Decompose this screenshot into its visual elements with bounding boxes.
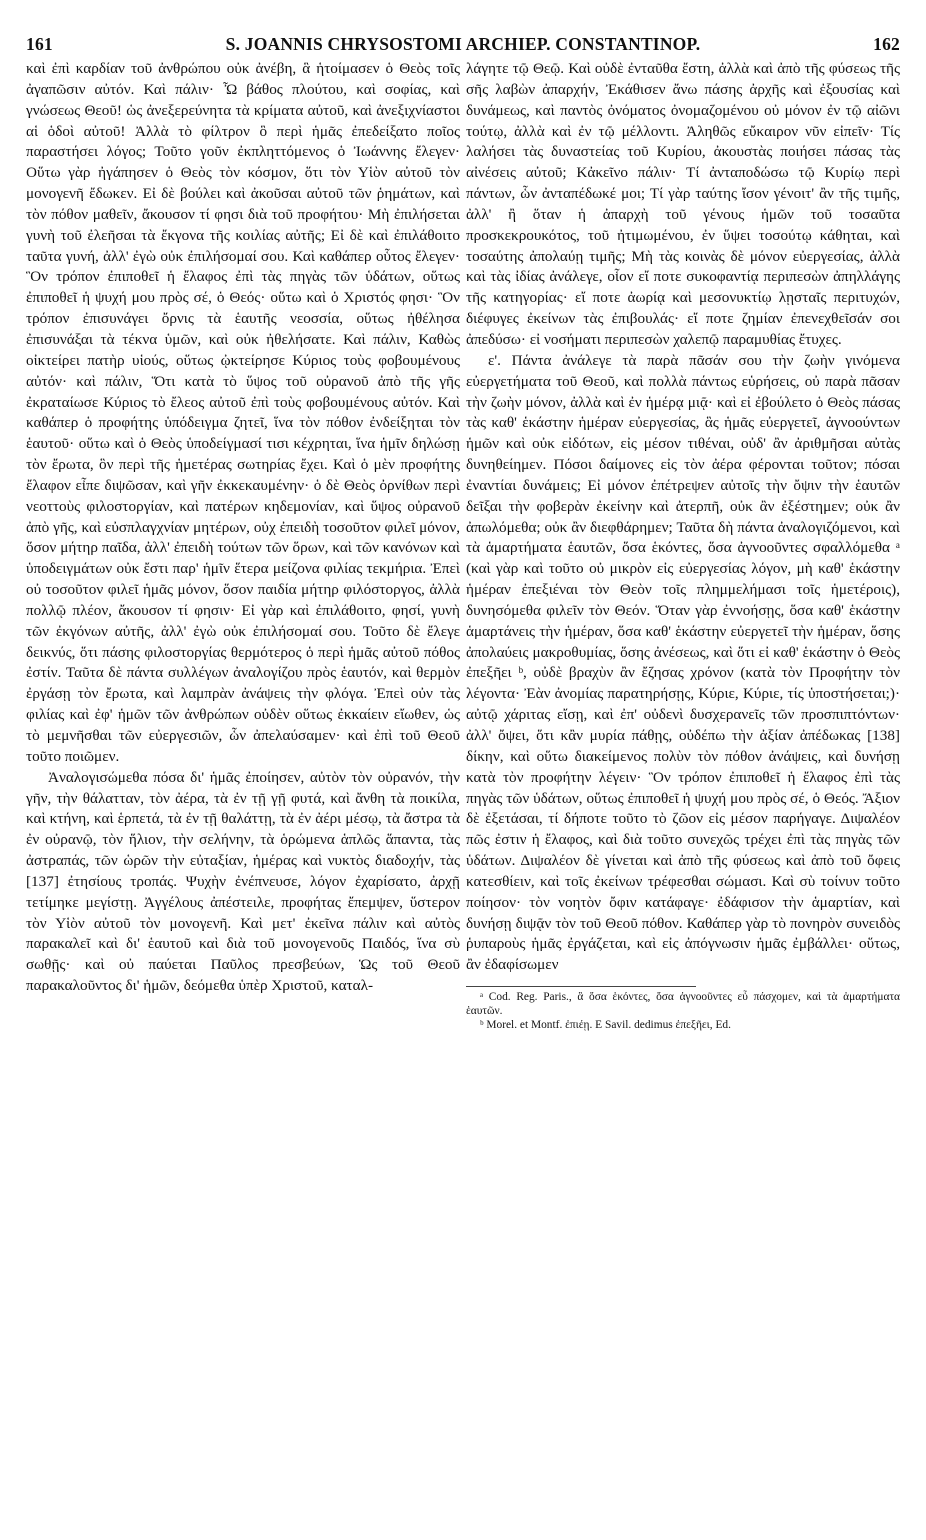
footnote-a: ᵃ Cod. Reg. Paris., ἃ ὅσα ἑκόντες, ὅσα ἀγνοοῦντες εὖ πάσχομεν, καὶ τὰ ἁμαρτήματα ἑαυτῶν.	[466, 991, 900, 1018]
footnote-b: ᵇ Morel. et Montf. ἐπιέῃ. E Savil. dedimus ἐπεξῆει, Ed.	[480, 1019, 731, 1032]
left-page-number: 161	[26, 34, 53, 54]
left-paragraph-2: Ἀναλογισώμεθα πόσα δι' ἡμᾶς ἐποίησεν, αὐτὸν τὸν οὐρανόν, τὴν γῆν, τὴν θάλατταν, τὸν ἀέρα, τὰ ἐν τῇ γῇ φυτά, καὶ ἄνθη τὰ ποικίλα, καὶ κτήνη, καὶ ἑρπετά, τὰ ἐν τῇ θαλάττῃ, τὰ ἐν ἀέρι μέσῳ, τὰ ἄστρα τὰ ἐν οὐρανῷ, τὸν ἥλιον, τὴν σελήνην, τὰ ὁρώμενα ἁπλῶς ἅπαντα, τὰς ἀστραπάς, τῶν ὡρῶν τὴν εὐταξίαν, ἡμέρας καὶ νυκτὸς διαδοχήν, τὰς [137] ἐτησίους τροπάς. Ψυχὴν ἐνέπνευσε, λόγον ἐχαρίσατο, ἀρχῇ τετίμηκε μεγίστῃ. Ἀγγέλους ἀπέστειλε, προφήτας ἔπεμψεν, ὕστερον τὸν Υἱὸν αὐτοῦ τὸν μονογενῆ. Καὶ μετ' ἐκεῖνα πάλιν καὶ αὐτὸς παρακαλεῖ καὶ δι' ἑαυτοῦ καὶ διὰ τοῦ μονογενοῦς Παιδός, ἵνα σὺ σωθῇς· καὶ οὐ παύεται Παῦλος πρεσβεύων, Ὡς τοῦ Θεοῦ παρακαλοῦντος δι' ἡμῶν, δεόμεθα ὑπὲρ Χριστοῦ, καταλ-	[26, 768, 460, 995]
text-columns	[26, 59, 900, 1032]
right-paragraph-2: ε'. Πάντα ἀνάλεγε τὰ παρὰ πᾶσάν σου τὴν ζωὴν γινόμενα εὐεργετήματα τοῦ Θεοῦ, καὶ πολλὰ πάντως εὑρήσεις, οὐ παρὰ πᾶσαν τὴν ζωὴν μόνον, ἀλλὰ καὶ ἐν ἡμέρᾳ μιᾷ· καὶ εἰ ἐβούλετο ὁ Θεὸς πάσας τὰς καθ' ἑκάστην ἡμέραν εὐεργεσίας, ἃς ἡμᾶς εὐεργετεῖ, ἀγνοούντων ἡμῶν καὶ οὐκ εἰδότων, εἰς μέσον τιθέναι, οὐδ' ἂν ἀριθμῆσαι αὐτὰς δυνηθείημεν. Πόσοι δαίμονες εἰς τὸν ἀέρα φέρονται τοῦτον; πόσαι ἐναντίαι δυνάμεις; Εἰ μόνον ἐπέτρεψεν αὐτοῖς τὴν ὄψιν τὴν ἑαυτῶν δεῖξαι τὴν φοβερὰν ἐκείνην καὶ ἀτερπῆ, οὐκ ἂν ἐξέστημεν; οὐκ ἂν ἀπωλόμεθα; οὐκ ἂν διεφθάρημεν; Ταῦτα δὴ πάντα ἀναλογιζόμενοι, καὶ τὰ ἁμαρτήματα ἑαυτῶν, ὅσα ἑκόντες, ὅσα ἀγνοοῦντες σφαλλόμεθα ᵃ (καὶ γὰρ καὶ τοῦτο οὐ μικρὸν εἰς εὐεργεσίας λόγον, μὴ καθ' ἑκάστην ἡμέραν ἐπεξιέναι τὸν Θεὸν τοῖς πλημμελήμασι τοῖς ἡμετέροις), δυνησόμεθα φιλεῖν τὸν Θεόν. Ὅταν γὰρ ἐννοήσῃς, ὅσα καθ' ἑκάστην ἁμαρτάνεις τὴν ἡμέραν, ὅσα καθ' ἑκάστην εὐεργετεῖ τὴν ἡμέραν, ὅσης ἀπολαύεις μακροθυμίας, ὅσης ἀνέσεως, καὶ ὅτι εἰ καθ' ἑκάστην ὁ Θεὸς ἐπεξῆει ᵇ, οὐδὲ βραχὺν ἂν ἔζησας χρόνον (κατὰ τὸν Προφήτην τὸν λέγοντα· Ἐὰν ἀνομίας παρατηρήσῃς, Κύριε, Κύριε, τίς ὑποστήσεται;)· αὐτῷ χάριτας εἴσῃ, καὶ ἐπ' οὐδενὶ δυσχερανεῖς τῶν προσπιπτόντων· ἀλλ' ὄψει, ὅτι κἂν μυρία πάθῃς, οὐδέπω τὴν ἀξίαν ἀπέδωκας [138] δίκην, καὶ οὕτω διακείμενος πολὺν τὸν πόθον ἀνάψεις, καὶ δυνήσῃ κατὰ τὸν προφήτην λέγειν· Ὃν τρόπον ἐπιποθεῖ ἡ ἔλαφος ἐπὶ τὰς πηγὰς τῶν ὑδάτων, οὕτως ἐπιποθεῖ ἡ ψυχή μου πρὸς σέ, ὁ Θεός. Ἄξιον δὲ ἐξετάσαι, τί δήποτε τοῦτο τὸ ζῶον εἰς μέσον παρήγαγε. Διψαλέον πῶς ἐστιν ἡ ἔλαφος, καὶ διὰ τοῦτο συνεχῶς τρέχει ἐπὶ τὰς πηγὰς τῶν ὑδάτων. Διψαλέον δὲ γίνεται καὶ ἀπὸ τῆς φύσεως καὶ ἀπὸ τοῦ ὄφεις κατεσθίειν, καὶ τοῖς ἐκείνων τρέφεσθαι σώμασι. Καὶ σὺ τοίνυν τοῦτο ποίησον· τὸν νοητὸν ὄφιν κατάφαγε· ἐδάφισον τὴν ἁμαρτίαν, καὶ δυνήσῃ διψᾷν τὸν τοῦ Θεοῦ πόθον. Καθάπερ γὰρ τὸ πονηρὸν συνειδὸς ῥυπαροὺς ἡμᾶς ἐργάζεται, καὶ εἰς ἀπόγνωσιν ἡμᾶς ἐμβάλλει· οὕτως, ἂν ἐδαφίσωμεν	[466, 351, 900, 974]
right-column	[466, 59, 900, 1032]
left-column	[26, 59, 460, 1032]
running-header	[26, 34, 900, 55]
right-page-number: 162	[873, 34, 900, 54]
left-paragraph-1: καὶ ἐπὶ καρδίαν τοῦ ἀνθρώπου οὐκ ἀνέβη, ἃ ἡτοίμασεν ὁ Θεὸς τοῖς ἀγαπῶσιν αὐτόν. Καὶ πάλιν· Ὦ βάθος πλούτου, καὶ σοφίας, καὶ γνώσεως Θεοῦ! ὡς ἀνεξερεύνητα τὰ κρίματα αὐτοῦ, καὶ ἀνεξιχνίαστοι αἱ ὁδοὶ αὐτοῦ! Ἀλλὰ τὸ φίλτρον ὃ περὶ ἡμᾶς ἐπεδείξατο ποῖος παραστήσει λόγος; Τοῦτο γοῦν ἐκπληττόμενος ὁ Ἰωάννης ἔλεγεν· Οὕτω γὰρ ἠγάπησεν ὁ Θεὸς τὸν κόσμον, ὅτι τὸν Υἱὸν αὐτοῦ τὸν μονογενῆ ἔδωκεν. Εἰ δὲ βούλει καὶ ἀκοῦσαι αὐτοῦ τῶν ῥημάτων, καὶ τὸν πόθον μαθεῖν, ἄκουσον τί φησι διὰ τοῦ προφήτου· Μὴ ἐπιλήσεται γυνὴ τοῦ ἐλεῆσαι τὰ ἔκγονα τῆς κοιλίας αὐτῆς; Εἰ δὲ καὶ ἐπιλάθοιτο ταῦτα γυνή, ἀλλ' ἐγὼ οὐκ ἐπιλήσομαί σου. Καὶ καθάπερ οὗτος ἔλεγεν· Ὃν τρόπον ἐπιποθεῖ ἡ ἔλαφος ἐπὶ τὰς πηγὰς τῶν ὑδάτων, οὕτως ἐπιποθεῖ ἡ ψυχή μου πρὸς σέ, ὁ Θεός· οὕτω καὶ ὁ Χριστός φησι· Ὃν τρόπον ἐπισυνάγει ὄρνις τὰ ἑαυτῆς νεοσσία, οὕτως ἠθέλησα ἐπισυνάξαι τὰ τέκνα ὑμῶν, καὶ οὐκ ἠθελήσατε. Καὶ πάλιν, Καθὼς οἰκτείρει πατὴρ υἱούς, οὕτως ᾠκτείρησε Κύριος τοὺς φοβουμένους αὐτόν· καὶ πάλιν, Ὅτι κατὰ τὸ ὕψος τοῦ οὐρανοῦ ἀπὸ τῆς γῆς ἐκραταίωσε Κύριος τὸ ἔλεος αὐτοῦ ἐπὶ τοὺς φοβουμένους αὐτόν. Καὶ καθάπερ ὁ προφήτης ὑπόδειγμα ζητεῖ, ἵνα τὸν πόθον ἐνδείξηται τὸν ἑαυτοῦ· οὕτω καὶ ὁ Θεὸς ὑποδείγμασί τισι κέχρηται, ἵνα ἡμῖν δηλώσῃ τὸν ἔρωτα, ὃν περὶ τῆς ἡμετέρας σωτηρίας ἔχει. Καὶ ὁ μὲν προφήτης ἔλαφον εἶπε διψῶσαν, καὶ γῆν ἐκκεκαυμένην· ὁ δὲ Θεὸς ὀρνίθων περὶ νεοττοὺς φιλοστοργίαν, καὶ πατέρων κηδεμονίαν, καὶ ὕψος οὐρανοῦ ἀπὸ γῆς, καὶ εὐσπλαγχνίαν μητέρων, οὐχ ἐπειδὴ τοσοῦτον φιλεῖ μόνον, ὅσον μήτηρ παῖδα, ἀλλ' ἐπειδὴ τούτων τῶν ὅρων, καὶ τῶν κανόνων καὶ ὑποδειγμάτων οὐκ ἔστι παρ' ἡμῖν ἕτερα μείζονα φιλίας τεκμήρια. Ἐπεὶ οὐ τοσοῦτον φιλεῖ ἡμᾶς μόνον, ὅσον παιδία μήτηρ φιλόστοργος, ἀλλὰ πολλῷ πλέον, ἄκουσον τί φησιν· Εἰ γὰρ καὶ ἐπιλάθοιτο, φησί, γυνὴ τῶν ἐκγόνων αὐτῆς, ἀλλ' ἐγὼ οὐκ ἐπιλήσομαί σου. Τοῦτο δὲ ἔλεγε δεικνύς, ὅτι πάσης φιλοστοργίας θερμότερος ὁ περὶ ἡμᾶς αὐτοῦ πόθος ἐστίν. Ταῦτα δὲ πάντα συλλέγων ἀναλογίζου πρὸς ἑαυτόν, καὶ θερμὸν ἐργάσῃ τὸν ἔρωτα, καὶ λαμπρὰν ἀνάψεις τὴν φλόγα. Ἐπεὶ οὐν τὰς φιλίας καὶ ἐφ' ἡμῶν τῶν ἀνθρώπων οὐδὲν οὕτως ἐκκαίειν εἴωθεν, ὡς τὸ μεμνῆσθαι τῶν εὐεργεσιῶν, ὧν ἀπελαύσαμεν· καὶ ἐπὶ τοῦ Θεοῦ τοῦτο ποιῶμεν.	[26, 60, 460, 765]
running-title: S. JOANNIS CHRYSOSTOMI ARCHIEP. CONSTANTINOP.	[225, 34, 701, 54]
right-paragraph-1: λάγητε τῷ Θεῷ. Καὶ οὐδὲ ἐνταῦθα ἔστη, ἀλλὰ καὶ ἀπὸ τῆς φύσεως τῆς σῆς λαβὼν ἀπαρχήν, Ἐκάθισεν ἄνω πάσης ἀρχῆς καὶ ἐξουσίας καὶ δυνάμεως, καὶ παντὸς ὀνόματος ὀνομαζομένου οὐ μόνον ἐν τῷ αἰῶνι τούτῳ, ἀλλὰ καὶ ἐν τῷ μέλλοντι. Ἀληθῶς εὔκαιρον νῦν εἰπεῖν· Τίς λαλήσει τὰς δυναστείας τοῦ Κυρίου, ἀκουστὰς ποιήσει πάσας τὰς αἰνέσεις αὐτοῦ; Κἀκεῖνο πάλιν· Τί ἀνταποδώσω τῷ Κυρίῳ περὶ πάντων, ὧν ἀνταπέδωκέ μοι; Τί γὰρ ταύτης ἴσον γένοιτ' ἂν τῆς τιμῆς, ἀλλ' ἢ ὅταν ἡ ἀπαρχὴ τοῦ γένους ἡμῶν τοῦ τοσαῦτα προσκεκρουκότος, τοῦ ἠτιμωμένου, ἐν ὕψει τοσούτῳ κάθηται, καὶ τοσαύτης ἀπολαύῃ τιμῆς; Μὴ τὰς κοινὰς δὲ μόνον εὐεργεσίας, ἀλλὰ καὶ τὰς ἰδίας ἀνάλεγε, οἷον εἴ ποτε συκοφαντίᾳ περιπεσὼν ἀπηλλάγης τῆς κατηγορίας· εἴ ποτε ἀωρίᾳ καὶ μεσονυκτίῳ λῃσταῖς περιτυχών, διέφυγες ἐκείνων τὰς ἐπιβουλάς· εἴ ποτε ζημίαν ἐπενεχθεῖσάν σοι ἀπεδύσω· εἰ νοσήματι περιπεσὼν χαλεπῷ παραμυθίας ἔτυχες.	[466, 60, 900, 348]
